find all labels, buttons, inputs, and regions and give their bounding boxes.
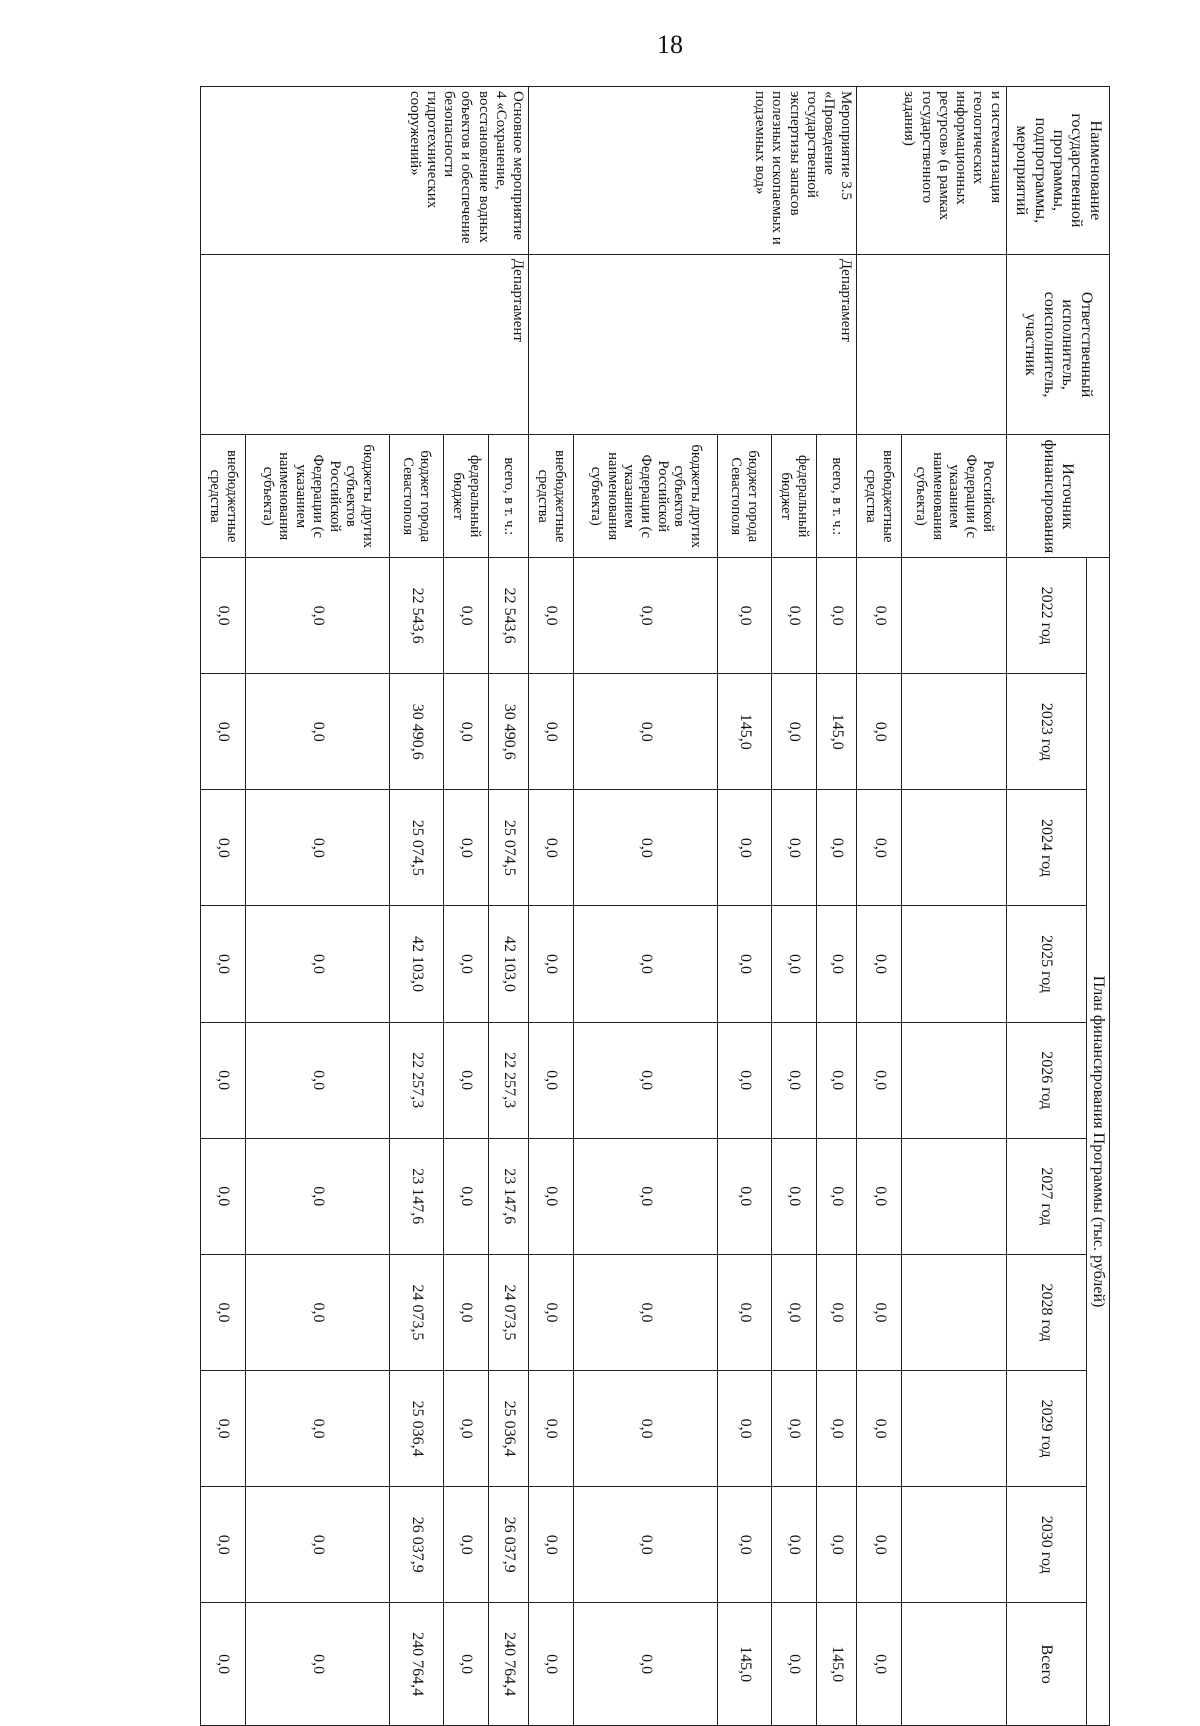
year-value-cell: 0,0 <box>772 1022 817 1138</box>
table-row <box>817 87 857 1726</box>
year-value-cell: 0,0 <box>717 558 771 674</box>
year-value-cell: 0,0 <box>772 1371 817 1487</box>
year-value-cell: 0,0 <box>443 558 488 674</box>
header-year: 2023 год <box>1006 674 1086 790</box>
year-value-cell: 0,0 <box>443 1254 488 1370</box>
year-value-cell: 0,0 <box>246 1487 389 1603</box>
funding-source: федеральный бюджет <box>443 435 488 558</box>
activity-name: Основное мероприятие 4 «Сохранение, восстановление водных объектов и обеспечение безопасности гидротехнических сооружений» <box>201 87 529 255</box>
table-header <box>1006 87 1109 1726</box>
funding-source: бюджет города Севастополя <box>389 435 443 558</box>
year-value-cell: 0,0 <box>201 1371 246 1487</box>
year-value-cell: 0,0 <box>443 1022 488 1138</box>
year-value-cell: 0,0 <box>772 790 817 906</box>
header-plan: План финансирования Программы (тыс. рублей) <box>1086 558 1109 1726</box>
year-value-cell: 0,0 <box>574 674 717 790</box>
table-body <box>201 87 1007 1726</box>
year-value-cell: 0,0 <box>201 1022 246 1138</box>
year-value-cell: 0,0 <box>817 1254 857 1370</box>
total-cell: 0,0 <box>201 1603 246 1726</box>
total-cell: 0,0 <box>857 1603 902 1726</box>
year-value-cell <box>902 1371 1006 1487</box>
year-value-cell: 0,0 <box>443 1371 488 1487</box>
year-value-cell: 23 147,6 <box>389 1138 443 1254</box>
header-year: 2025 год <box>1006 906 1086 1022</box>
year-value-cell: 0,0 <box>201 906 246 1022</box>
header-year: Всего <box>1006 1603 1086 1726</box>
funding-source: всего, в т. ч.: <box>817 435 857 558</box>
year-value-cell: 0,0 <box>246 1254 389 1370</box>
year-value-cell: 0,0 <box>772 1254 817 1370</box>
year-value-cell: 0,0 <box>857 558 902 674</box>
page-number: 18 <box>657 30 683 59</box>
year-value-cell: 0,0 <box>717 790 771 906</box>
year-value-cell: 0,0 <box>574 906 717 1022</box>
year-value-cell: 145,0 <box>717 674 771 790</box>
total-cell <box>902 1603 1006 1726</box>
year-value-cell: 0,0 <box>717 906 771 1022</box>
header-year: 2026 год <box>1006 1022 1086 1138</box>
year-value-cell: 0,0 <box>857 790 902 906</box>
total-cell: 0,0 <box>443 1603 488 1726</box>
year-value-cell: 0,0 <box>772 674 817 790</box>
year-value-cell: 30 490,6 <box>389 674 443 790</box>
year-value-cell: 0,0 <box>529 790 574 906</box>
rotated-table-container <box>200 86 1110 1726</box>
year-value-cell: 0,0 <box>443 1138 488 1254</box>
funding-source: внебюджетные средства <box>529 435 574 558</box>
year-value-cell: 22 543,6 <box>389 558 443 674</box>
funding-source: внебюджетные средства <box>857 435 902 558</box>
responsible-executor: Департамент <box>529 254 857 435</box>
year-value-cell: 0,0 <box>529 1138 574 1254</box>
year-value-cell: 0,0 <box>529 674 574 790</box>
year-value-cell: 0,0 <box>246 790 389 906</box>
header-year: 2028 год <box>1006 1254 1086 1370</box>
year-value-cell: 42 103,0 <box>389 906 443 1022</box>
header-year: 2022 год <box>1006 558 1086 674</box>
year-value-cell: 0,0 <box>529 558 574 674</box>
year-value-cell: 0,0 <box>201 558 246 674</box>
year-value-cell: 0,0 <box>443 906 488 1022</box>
year-value-cell: 0,0 <box>817 1487 857 1603</box>
total-cell: 145,0 <box>717 1603 771 1726</box>
header-responsible: Ответственный исполнитель, соисполнитель, участник <box>1006 254 1109 435</box>
year-value-cell: 0,0 <box>817 1371 857 1487</box>
year-value-cell <box>902 906 1006 1022</box>
year-value-cell: 0,0 <box>772 906 817 1022</box>
year-value-cell: 0,0 <box>857 1022 902 1138</box>
funding-source: бюджет города Севастополя <box>717 435 771 558</box>
responsible-executor <box>857 254 1006 435</box>
header-year: 2024 год <box>1006 790 1086 906</box>
funding-source: Российской Федерации (с указанием наименования субъекта) <box>902 435 1006 558</box>
year-value-cell: 30 490,6 <box>489 674 529 790</box>
year-value-cell: 0,0 <box>817 1022 857 1138</box>
year-value-cell: 0,0 <box>201 674 246 790</box>
year-value-cell <box>902 1022 1006 1138</box>
year-value-cell: 0,0 <box>529 906 574 1022</box>
year-value-cell: 0,0 <box>246 1371 389 1487</box>
year-value-cell: 0,0 <box>246 674 389 790</box>
year-value-cell: 0,0 <box>857 1254 902 1370</box>
year-value-cell: 0,0 <box>857 674 902 790</box>
year-value-cell: 0,0 <box>574 1254 717 1370</box>
header-source: Источник финансирования <box>1006 435 1109 558</box>
funding-source: всего, в т. ч.: <box>489 435 529 558</box>
year-value-cell: 0,0 <box>201 1254 246 1370</box>
responsible-executor: Департамент <box>201 254 529 435</box>
year-value-cell: 0,0 <box>717 1487 771 1603</box>
header-name: Наименование государственной программы, подпрограммы, мероприятий <box>1006 87 1109 255</box>
total-cell: 240 764,4 <box>489 1603 529 1726</box>
year-value-cell: 24 073,5 <box>489 1254 529 1370</box>
year-value-cell: 0,0 <box>246 1022 389 1138</box>
year-value-cell: 0,0 <box>574 1487 717 1603</box>
year-value-cell: 0,0 <box>574 1022 717 1138</box>
year-value-cell: 0,0 <box>717 1022 771 1138</box>
year-value-cell: 0,0 <box>443 674 488 790</box>
year-value-cell: 0,0 <box>529 1022 574 1138</box>
year-value-cell <box>902 674 1006 790</box>
funding-source: бюджеты других субъектов Российской Федерации (с указанием наименования субъекта) <box>574 435 717 558</box>
total-cell: 0,0 <box>246 1603 389 1726</box>
total-cell: 145,0 <box>817 1603 857 1726</box>
activity-name: и систематизация геологических информационных ресурсов» (в рамках государственного задания) <box>857 87 1006 255</box>
table-row <box>489 87 529 1726</box>
year-value-cell: 0,0 <box>717 1254 771 1370</box>
year-value-cell: 0,0 <box>201 1487 246 1603</box>
year-value-cell: 22 257,3 <box>389 1022 443 1138</box>
year-value-cell: 145,0 <box>817 674 857 790</box>
year-value-cell: 0,0 <box>857 906 902 1022</box>
funding-source: бюджеты других субъектов Российской Федерации (с указанием наименования субъекта) <box>246 435 389 558</box>
year-value-cell: 26 037,9 <box>489 1487 529 1603</box>
year-value-cell <box>902 558 1006 674</box>
year-value-cell: 24 073,5 <box>389 1254 443 1370</box>
year-value-cell: 0,0 <box>443 1487 488 1603</box>
total-cell: 240 764,4 <box>389 1603 443 1726</box>
year-value-cell: 0,0 <box>817 790 857 906</box>
year-value-cell: 0,0 <box>772 1487 817 1603</box>
year-value-cell: 25 074,5 <box>489 790 529 906</box>
year-value-cell <box>902 1254 1006 1370</box>
year-value-cell <box>902 790 1006 906</box>
year-value-cell: 0,0 <box>857 1487 902 1603</box>
year-value-cell: 0,0 <box>574 1138 717 1254</box>
funding-source: федеральный бюджет <box>772 435 817 558</box>
year-value-cell: 0,0 <box>529 1254 574 1370</box>
header-year: 2027 год <box>1006 1138 1086 1254</box>
year-value-cell: 0,0 <box>574 790 717 906</box>
year-value-cell: 42 103,0 <box>489 906 529 1022</box>
year-value-cell: 25 036,4 <box>489 1371 529 1487</box>
year-value-cell: 0,0 <box>529 1487 574 1603</box>
year-value-cell: 0,0 <box>246 1138 389 1254</box>
total-cell: 0,0 <box>574 1603 717 1726</box>
year-value-cell: 0,0 <box>857 1138 902 1254</box>
year-value-cell: 22 257,3 <box>489 1022 529 1138</box>
year-value-cell: 0,0 <box>201 790 246 906</box>
year-value-cell: 0,0 <box>246 906 389 1022</box>
year-value-cell: 23 147,6 <box>489 1138 529 1254</box>
year-value-cell: 0,0 <box>529 1371 574 1487</box>
year-value-cell: 0,0 <box>443 790 488 906</box>
activity-name: Мероприятие 3.5 «Проведение государственной экспертизы запасов полезных ископаемых и подземных вод» <box>529 87 857 255</box>
financing-plan-table <box>200 86 1110 1726</box>
year-value-cell: 26 037,9 <box>389 1487 443 1603</box>
year-value-cell: 0,0 <box>717 1138 771 1254</box>
year-value-cell: 0,0 <box>574 1371 717 1487</box>
year-value-cell: 0,0 <box>772 558 817 674</box>
year-value-cell: 0,0 <box>772 1138 817 1254</box>
header-year: 2029 год <box>1006 1371 1086 1487</box>
year-value-cell: 0,0 <box>574 558 717 674</box>
header-year: 2030 год <box>1006 1487 1086 1603</box>
year-value-cell <box>902 1487 1006 1603</box>
year-value-cell: 22 543,6 <box>489 558 529 674</box>
year-value-cell: 0,0 <box>717 1371 771 1487</box>
year-value-cell: 25 036,4 <box>389 1371 443 1487</box>
year-value-cell: 0,0 <box>246 558 389 674</box>
year-value-cell: 0,0 <box>857 1371 902 1487</box>
year-value-cell <box>902 1138 1006 1254</box>
table-row <box>902 87 1006 1726</box>
year-value-cell: 25 074,5 <box>389 790 443 906</box>
year-value-cell: 0,0 <box>817 906 857 1022</box>
year-value-cell: 0,0 <box>817 1138 857 1254</box>
year-value-cell: 0,0 <box>201 1138 246 1254</box>
total-cell: 0,0 <box>529 1603 574 1726</box>
year-value-cell: 0,0 <box>817 558 857 674</box>
total-cell: 0,0 <box>772 1603 817 1726</box>
funding-source: внебюджетные средства <box>201 435 246 558</box>
